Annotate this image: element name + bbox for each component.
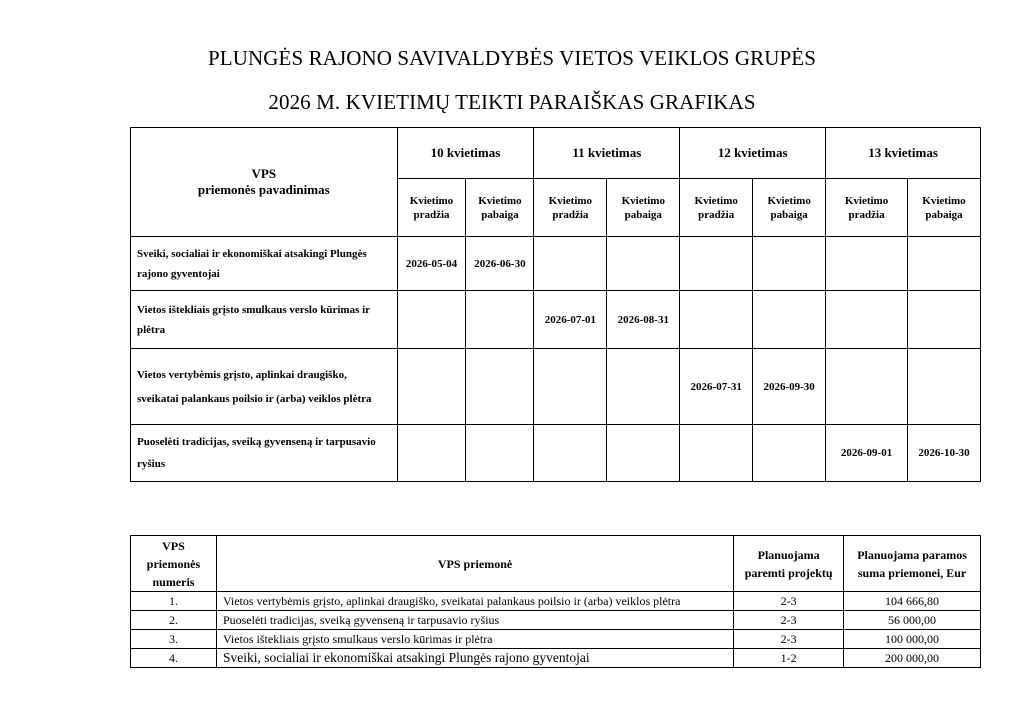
measure-header: VPS priemonė <box>216 536 733 592</box>
measure-budget-table <box>130 535 981 668</box>
planned-projects-header-line-1: Planuojama <box>757 547 820 562</box>
schedule-date: 2026-09-30 <box>753 349 826 425</box>
measure-number-header-line-2: priemonės <box>146 556 201 571</box>
schedule-date <box>680 291 753 349</box>
schedule-date <box>397 349 466 425</box>
planned-amount-header-line-2: suma priemonei, Eur <box>857 565 967 580</box>
schedule-date <box>534 237 607 291</box>
call-12-end-header: Kvietimo pabaiga <box>753 179 826 237</box>
measure-number-header-line-1: VPS <box>162 538 185 553</box>
schedule-date <box>607 425 680 482</box>
schedule-measure-name: Vietos vertybėmis grįsto, aplinkai draugiško, sveikatai palankaus poilsio ir (arba) veiklos plėtra <box>131 349 398 425</box>
schedule-date <box>397 425 466 482</box>
call-schedule-table <box>130 127 981 482</box>
schedule-date <box>826 291 908 349</box>
schedule-date <box>826 237 908 291</box>
measure-number: 2. <box>131 611 217 630</box>
schedule-date <box>753 425 826 482</box>
schedule-date <box>607 349 680 425</box>
schedule-date: 2026-09-01 <box>826 425 908 482</box>
measure-number: 3. <box>131 630 217 649</box>
schedule-measure-name: Puoselėti tradicijas, sveiką gyvenseną ir tarpusavio ryšius <box>131 425 398 482</box>
schedule-row <box>131 237 981 291</box>
schedule-row <box>131 291 981 349</box>
call-11-header: 11 kvietimas <box>534 128 680 179</box>
planned-amount: 56 000,00 <box>844 611 981 630</box>
measure-name: Puoselėti tradicijas, sveiką gyvenseną ir tarpusavio ryšius <box>216 611 733 630</box>
schedule-row <box>131 425 981 482</box>
schedule-date: 2026-06-30 <box>466 237 534 291</box>
schedule-date <box>908 237 981 291</box>
call-10-start-header: Kvietimo pradžia <box>397 179 466 237</box>
planned-projects: 2-3 <box>734 592 844 611</box>
call-12-start-header: Kvietimo pradžia <box>680 179 753 237</box>
schedule-date <box>397 291 466 349</box>
measure-row <box>131 592 981 611</box>
call-13-header: 13 kvietimas <box>826 128 981 179</box>
schedule-date <box>466 349 534 425</box>
schedule-measure-name: Sveiki, socialiai ir ekonomiškai atsakingi Plungės rajono gyventojai <box>131 237 398 291</box>
measure-name-header-line-2: priemonės pavadinimas <box>197 182 330 197</box>
schedule-date <box>466 425 534 482</box>
planned-amount: 100 000,00 <box>844 630 981 649</box>
schedule-date <box>607 237 680 291</box>
schedule-date <box>680 237 753 291</box>
schedule-date <box>753 237 826 291</box>
measure-name: Sveiki, socialiai ir ekonomiškai atsakingi Plungės rajono gyventojai <box>216 649 733 668</box>
measure-number-header <box>131 536 217 592</box>
schedule-date: 2026-07-01 <box>534 291 607 349</box>
planned-projects-header <box>734 536 844 592</box>
planned-amount-header <box>844 536 981 592</box>
schedule-date <box>826 349 908 425</box>
planned-projects: 2-3 <box>734 611 844 630</box>
measure-number-header-line-3: numeris <box>152 574 195 589</box>
call-12-header: 12 kvietimas <box>680 128 826 179</box>
call-11-start-header: Kvietimo pradžia <box>534 179 607 237</box>
schedule-date <box>680 425 753 482</box>
measure-row <box>131 649 981 668</box>
planned-amount: 104 666,80 <box>844 592 981 611</box>
schedule-date <box>908 349 981 425</box>
measure-name-header-line-1: VPS <box>251 166 277 181</box>
schedule-row <box>131 349 981 425</box>
measure-row <box>131 630 981 649</box>
call-11-end-header: Kvietimo pabaiga <box>607 179 680 237</box>
document-title-line-1: PLUNGĖS RAJONO SAVIVALDYBĖS VIETOS VEIKLOS GRUPĖS <box>208 46 816 70</box>
measure-number: 4. <box>131 649 217 668</box>
schedule-date: 2026-07-31 <box>680 349 753 425</box>
planned-amount: 200 000,00 <box>844 649 981 668</box>
schedule-date <box>534 349 607 425</box>
call-13-end-header: Kvietimo pabaiga <box>908 179 981 237</box>
schedule-measure-name: Vietos ištekliais grįsto smulkaus verslo kūrimas ir plėtra <box>131 291 398 349</box>
call-13-start-header: Kvietimo pradžia <box>826 179 908 237</box>
measure-name: Vietos ištekliais grįsto smulkaus verslo kūrimas ir plėtra <box>216 630 733 649</box>
measure-name: Vietos vertybėmis grįsto, aplinkai draugiško, sveikatai palankaus poilsio ir (arba) veiklos plėtra <box>216 592 733 611</box>
schedule-date <box>466 291 534 349</box>
measure-number: 1. <box>131 592 217 611</box>
schedule-date <box>534 425 607 482</box>
planned-projects: 2-3 <box>734 630 844 649</box>
schedule-date: 2026-10-30 <box>908 425 981 482</box>
call-10-end-header: Kvietimo pabaiga <box>466 179 534 237</box>
measure-row <box>131 611 981 630</box>
measure-name-header <box>131 128 398 237</box>
schedule-date <box>908 291 981 349</box>
planned-projects: 1-2 <box>734 649 844 668</box>
schedule-date: 2026-05-04 <box>397 237 466 291</box>
document-title-line-2: 2026 M. KVIETIMŲ TEIKTI PARAIŠKAS GRAFIKAS <box>268 90 756 114</box>
schedule-date <box>753 291 826 349</box>
call-10-header: 10 kvietimas <box>397 128 534 179</box>
schedule-date: 2026-08-31 <box>607 291 680 349</box>
planned-projects-header-line-2: paremti projektų <box>744 565 833 580</box>
planned-amount-header-line-1: Planuojama paramos <box>857 547 967 562</box>
